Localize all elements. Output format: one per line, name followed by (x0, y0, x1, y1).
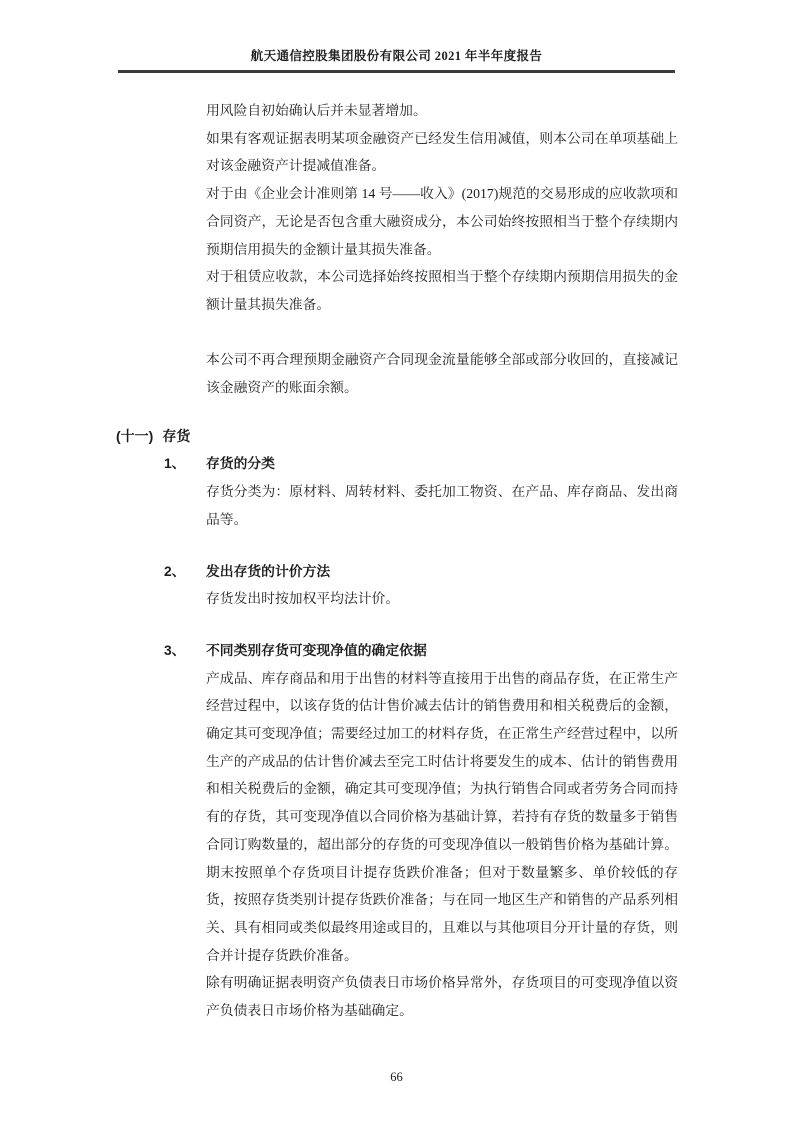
inventory-item-valuation-method (164, 558, 678, 613)
inventory-item-net-realizable-value (164, 637, 678, 1025)
section-title: 存货 (162, 427, 191, 444)
item-number: 3、 (164, 642, 186, 658)
item-body-paragraph: 产成品、库存商品和用于出售的材料等直接用于出售的商品存货，在正常生产经营过程中，以该存货的估计售价减去估计的销售费用和相关税费后的金额，确定其可变现净值；需要经过加工的材料存货，在正常生产经营过程中，以所生产的产成品的估计售价减去至完工时估计将要发生的成本、估计的销售费用和相关税费后的金额，确定其可变现净值；为执行销售合同或者劳务合同而持有的存货，其可变现净值以合同价格为基础计算，若持有存货的数量多于销售合同订购数量的，超出部分的存货的可变现净值以一般销售价格为基础计算。期末按照单个存货项目计提存货跌价准备；但对于数量繁多、单价较低的存货，按照存货类别计提存货跌价准备；与在同一地区生产和销售的产品系列相关、具有相同或类似最终用途或目的，且难以与其他项目分开计量的存货，则合并计提存货跌价准备。 (206, 670, 678, 963)
item-body-paragraph: 存货分类为：原材料、周转材料、委托加工物资、在产品、库存商品、发出商品等。 (206, 484, 678, 527)
paragraph-writeoff: 本公司不再合理预期金融资产合同现金流量能够全部或部分收回的，直接减记该金融资产的账面余额。 (206, 352, 678, 396)
item-number: 1、 (164, 456, 186, 472)
inventory-item-classification (164, 450, 678, 533)
item-title: 发出存货的计价方法 (206, 563, 331, 579)
item-heading (164, 637, 678, 665)
item-heading (164, 558, 678, 586)
document-body (116, 97, 678, 1025)
page-number: 66 (390, 1070, 403, 1084)
section-heading-inventory (116, 423, 678, 451)
item-title: 存货的分类 (206, 456, 275, 472)
section-number: (十一) (116, 427, 154, 444)
report-header-title: 航天通信控股集团股份有限公司 2021 年半年度报告 (250, 49, 543, 63)
item-heading (164, 450, 678, 478)
paragraph-lease-receivables: 对于租赁应收款，本公司选择始终按照相当于整个存续期内预期信用损失的金额计量其损失准备。 (206, 269, 678, 312)
item-body-paragraph: 存货发出时按加权平均法计价。 (206, 591, 400, 607)
header-rule (118, 70, 675, 73)
item-title: 不同类别存货可变现净值的确定依据 (206, 642, 427, 658)
item-body-paragraph: 除有明确证据表明资产负债表日市场价格异常外，存货项目的可变现净值以资产负债表日市场价格为基础确定。 (206, 975, 678, 1019)
paragraph-credit-risk: 用风险自初始确认后并未显著增加。 (206, 103, 427, 118)
paragraph-objective-evidence: 如果有客观证据表明某项金融资产已经发生信用减值，则本公司在单项基础上对该金融资产计提减值准备。 (206, 130, 678, 174)
paragraph-revenue-standard: 对于由《企业会计准则第 14 号——收入》(2017)规范的交易形成的应收款项和合同资产，无论是否包含重大融资成分，本公司始终按照相当于整个存续期内预期信用损失的金额计量其损失准备。 (206, 186, 678, 257)
item-number: 2、 (164, 563, 186, 579)
